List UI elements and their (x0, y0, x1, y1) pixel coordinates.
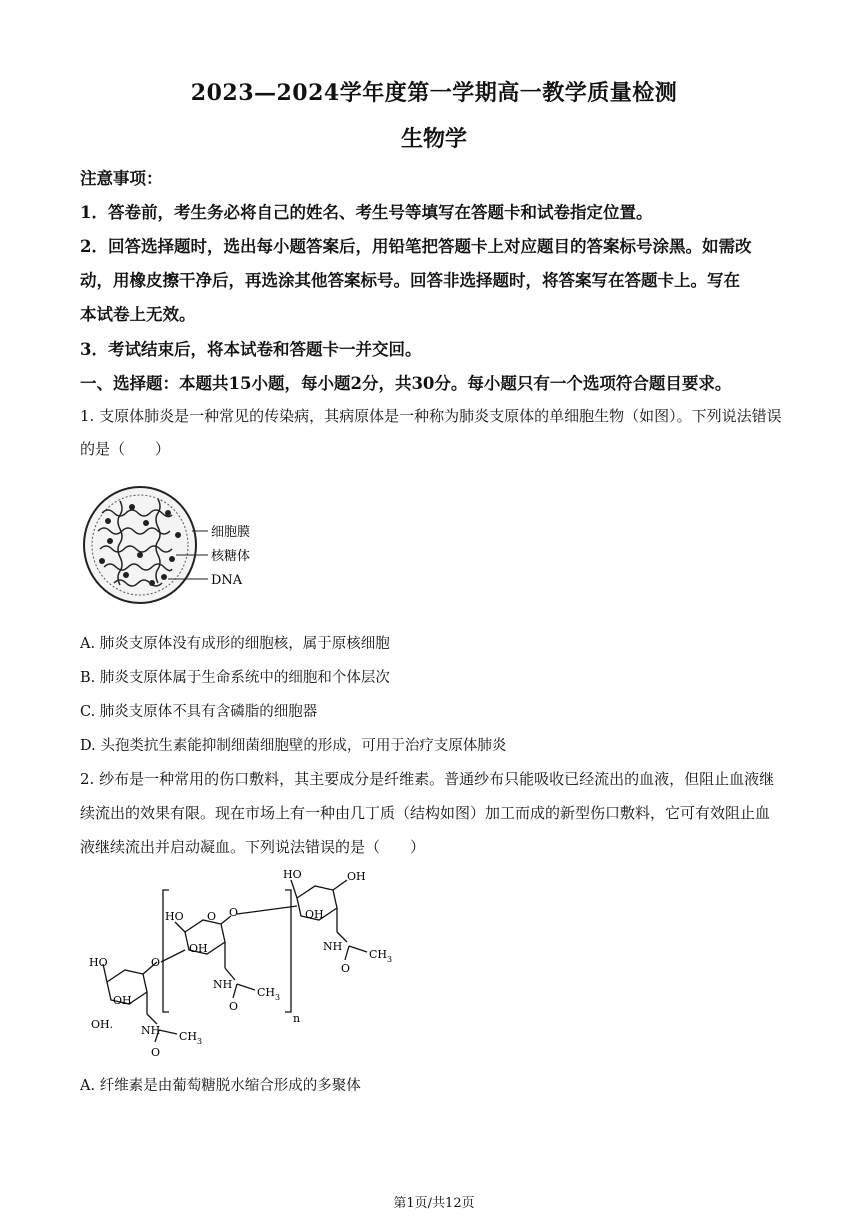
label-ho-right: HO (283, 868, 302, 881)
q2-stem-line-1: 2. 纱布是一种常用的伤口敷料，其主要成分是纤维素。普通纱布只能吸收已经流出的血液，但阻止血液继 (80, 770, 775, 788)
label-nh-middle: NH (213, 978, 233, 991)
label-sub3-left: 3 (197, 1037, 203, 1046)
q1-stem-line-1: 1. 支原体肺炎是一种常见的传染病，其病原体是一种称为肺炎支原体的单细胞生物（如图）。下列说法错误 (80, 407, 782, 425)
mycoplasma-cell-figure (80, 483, 280, 613)
label-cell-membrane: 细胞膜 (211, 525, 251, 540)
q2-stem-line-2: 续流出的效果有限。现在市场上有一种由几丁质（结构如图）加工而成的新型伤口敷料，它可有效阻止血 (80, 804, 771, 822)
q2-stem-line-3: 液继续流出并启动凝血。下列说法错误的是（ ） (80, 838, 426, 856)
q1-option-b: B. 肺炎支原体属于生命系统中的细胞和个体层次 (80, 670, 390, 686)
label-sub3-middle: 3 (275, 993, 281, 1002)
notice-heading: 注意事项： (80, 169, 163, 188)
label-nh-left: NH (141, 1024, 161, 1037)
q1-option-d: D. 头孢类抗生素能抑制细菌细胞壁的形成，可用于治疗支原体肺炎 (80, 738, 507, 754)
label-ribosome: 核糖体 (211, 549, 251, 564)
label-oh-middle: OH (189, 942, 208, 955)
label-o-link-middle: O (229, 906, 239, 919)
notice-item-3: 3．考试结束后，将本试卷和答题卡一并交回。 (80, 340, 422, 359)
label-ho-left: HO (89, 956, 108, 969)
exam-subject: 生物学 (400, 126, 467, 152)
notice-item-1: 1．答卷前，考生务必将自己的姓名、考生号等填写在答题卡和试卷指定位置。 (80, 203, 653, 222)
label-oh-bottom: OH. (91, 1018, 114, 1031)
label-dna: DNA (211, 573, 243, 588)
label-ho-middle: HO (165, 910, 184, 923)
q1-option-a: A. 肺炎支原体没有成形的细胞核，属于原核细胞 (80, 636, 390, 652)
exam-title: 2023—2024学年度第一学期高一教学质量检测 (190, 80, 678, 106)
q1-option-c: C. 肺炎支原体不具有含磷脂的细胞器 (80, 704, 318, 720)
notice-item-2-line-1: 2．回答选择题时，选出每小题答案后，用铅笔把答题卡上对应题目的答案标号涂黑。如需改 (80, 237, 752, 256)
label-o-middle: O (229, 1000, 239, 1013)
section-1-heading: 一、选择题：本题共15小题，每小题2分，共30分。每小题只有一个选项符合题目要求。 (80, 374, 732, 393)
label-ch3-middle: CH (257, 986, 276, 999)
label-o-right: O (341, 962, 351, 975)
label-o-link-left: O (151, 956, 161, 969)
label-sub3-right: 3 (387, 955, 393, 964)
left-bracket (163, 890, 169, 1012)
chitin-structure-figure (85, 862, 415, 1062)
label-oh-right-top: OH (347, 870, 366, 883)
label-n-subscript: n (293, 1012, 301, 1025)
notice-item-2-line-2: 动，用橡皮擦干净后，再选涂其他答案标号。回答非选择题时，将答案写在答题卡上。写在 (80, 271, 740, 290)
q1-stem-line-2: 的是（ ） (80, 440, 171, 458)
label-o-middle-ring: O (207, 910, 217, 923)
cell-membrane-outline (84, 487, 196, 603)
label-nh-right: NH (323, 940, 343, 953)
q2-option-a: A. 纤维素是由葡萄糖脱水缩合形成的多聚体 (80, 1078, 361, 1094)
right-bracket (285, 890, 291, 1012)
page-footer: 第1页/共12页 (393, 1196, 475, 1211)
notice-item-2-line-3: 本试卷上无效。 (80, 305, 196, 324)
label-oh-left: OH (113, 994, 132, 1007)
label-oh-right: OH (305, 908, 324, 921)
label-o-left: O (151, 1046, 161, 1059)
label-ch3-right: CH (369, 948, 388, 961)
label-ch3-left: CH (179, 1030, 198, 1043)
